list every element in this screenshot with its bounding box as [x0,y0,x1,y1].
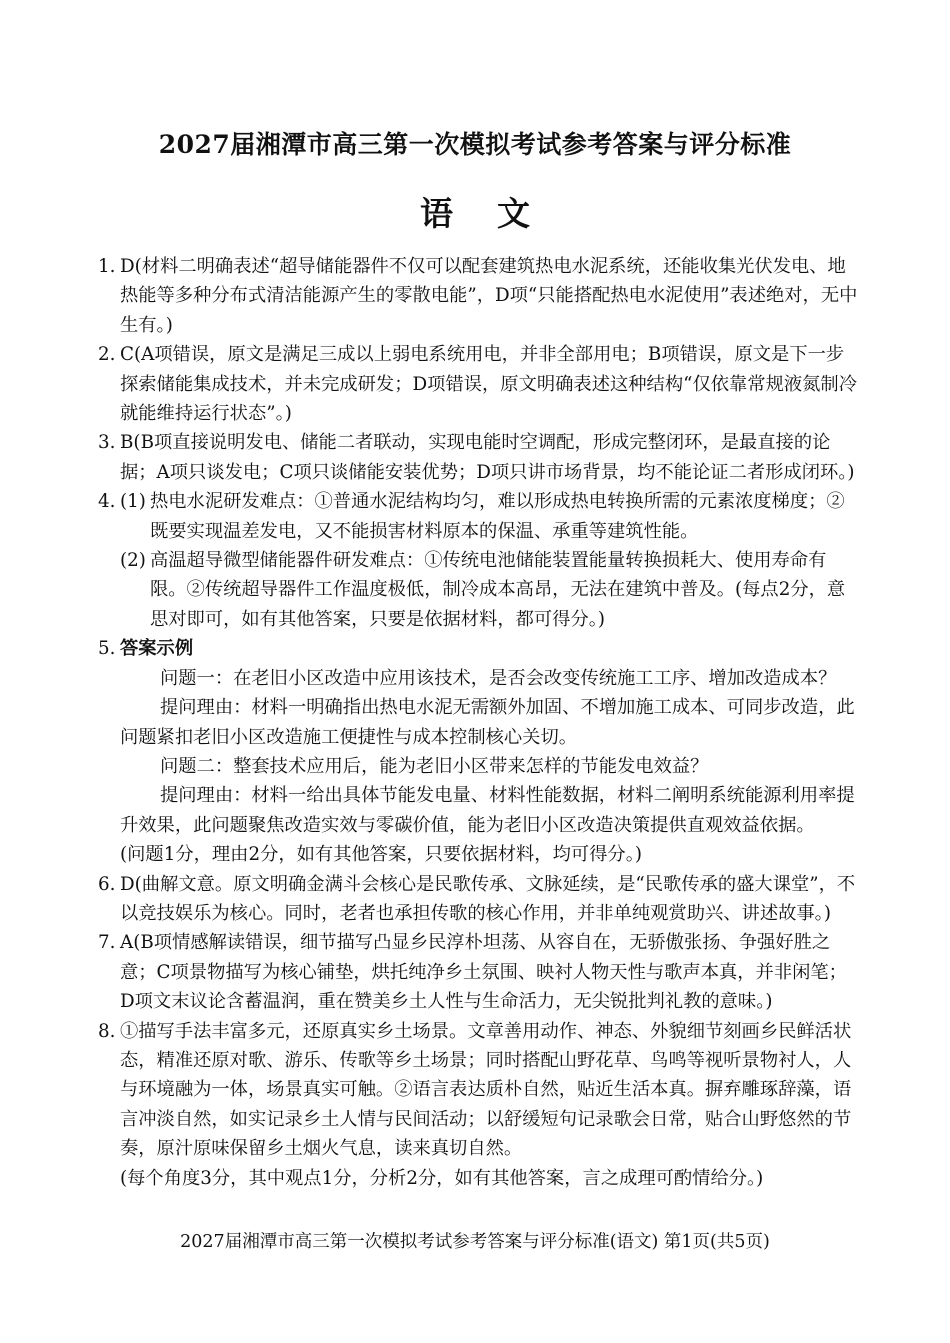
answer-number: 8. [98,1020,116,1042]
example-question-2: 问题二：整套技术应用后，能为老旧小区带来怎样的节能发电效益？ [160,755,709,777]
answer-number: 4. [98,491,116,513]
answer-number: 2. [98,344,116,366]
answer-item-8 [98,1017,858,1193]
answer-item-1 [98,252,858,340]
answer-subitem-1 [120,487,858,546]
example-reason-1: 提问理由：材料一明确指出热电水泥无需额外加固、不增加施工成本、可同步改造，此问题紧扣老旧小区改造施工便捷性与成本控制核心关切。 [120,697,855,748]
subitem-text: 高温超导微型储能器件研发难点：①传统电池储能装置能量转换损耗大、使用寿命有限。②传统超导器件工作温度极低，制冷成本高昂，无法在建筑中普及。(每点2分，意思对即可，如有其他答案，只要是依据材料，都可得分。) [150,550,846,630]
example-label: 答案示例 [120,638,194,660]
answer-item-3 [98,428,858,487]
answer-text: B(B项直接说明发电、储能二者联动，实现电能时空调配，形成完整闭环，是最直接的论据；A项只谈发电；C项只谈储能安装优势；D项只讲市场背景，均不能论证二者形成闭环。) [120,432,855,483]
subitem-number: (2) [120,550,146,572]
subject-heading: 语文 [420,194,574,233]
answer-number: 1. [98,256,116,277]
scoring-note: (问题1分，理由2分，如有其他答案，只要依据材料，均可得分。) [120,844,642,866]
answer-item-2 [98,340,858,428]
answer-number: 6. [98,873,116,895]
answer-text: A(B项情感解读错误，细节描写凸显乡民淳朴坦荡、从容自在，无骄傲张扬、争强好胜之意；C项景物描写为核心铺垫，烘托纯净乡土氛围、映衬人物天性与歌声本真，并非闲笔；D项文末议论含蓄温润，重在赞美乡土人性与生命活力，无尖锐批判礼教的意味。) [120,932,847,1013]
answer-item-4 [98,487,858,634]
answer-item-6 [98,870,858,929]
answers-body [98,252,858,1193]
document-title: 2027届湘潭市高三第一次模拟考试参考答案与评分标准 [158,130,792,159]
answer-number: 5. [98,638,116,660]
answer-subitem-2 [120,546,858,634]
example-reason-2: 提问理由：材料一给出具体节能发电量、材料性能数据，材料二阐明系统能源利用率提升效果，此问题聚焦改造实效与零碳价值，能为老旧小区改造决策提供直观效益依据。 [120,785,855,836]
answer-text: ①描写手法丰富多元，还原真实乡土场景。文章善用动作、神态、外貌细节刻画乡民鲜活状态，精准还原对歌、游乐、传歌等乡土场景；同时搭配山野花草、鸟鸣等视听景物衬人，人与环境融为一体，场景真实可触。②语言表达质朴自然，贴近生活本真。摒弃雕琢辞藻，语言冲淡自然，如实记录乡土人情与民间活动；以舒缓短句记录歌会日常，贴合山野悠然的节奏，原汁原味保留乡土烟火气息，读来真切自然。 [120,1020,852,1160]
page-footer: 2027届湘潭市高三第一次模拟考试参考答案与评分标准(语文) 第1页(共5页) [180,1232,770,1252]
scoring-note: (每个角度3分，其中观点1分，分析2分，如有其他答案，言之成理可酌情给分。) [120,1167,764,1189]
answer-text: D(材料二明确表述“超导储能器件不仅可以配套建筑热电水泥系统，还能收集光伏发电、地热能等多种分布式清洁能源产生的零散电能”，D项“只能搭配热电水泥使用”表述绝对，无中生有。) [120,256,858,336]
example-question-1: 问题一：在老旧小区改造中应用该技术，是否会改变传统施工工序、增加改造成本？ [160,667,837,689]
answer-item-7 [98,928,858,1016]
answer-text: D(曲解文意。原文明确金满斗会核心是民歌传承、文脉延续，是“民歌传承的盛大课堂”，不以竞技娱乐为核心。同时，老者也承担传歌的核心作用，并非单纯观赏助兴、讲述故事。) [120,873,856,924]
answer-number: 7. [98,932,116,954]
subitem-text: 热电水泥研发难点：①普通水泥结构均匀，难以形成热电转换所需的元素浓度梯度；②既要实现温差发电，又不能损害材料原本的保温、承重等建筑性能。 [150,491,845,542]
answer-text: C(A项错误，原文是满足三成以上弱电系统用电，并非全部用电；B项错误，原文是下一步探索储能集成技术，并未完成研发；D项错误，原文明确表述这种结构“仅依靠常规液氮制冷就能维持运行状态”。) [120,344,857,425]
answer-item-5 [98,634,858,869]
subitem-number: (1) [120,491,146,513]
answer-number: 3. [98,432,116,454]
